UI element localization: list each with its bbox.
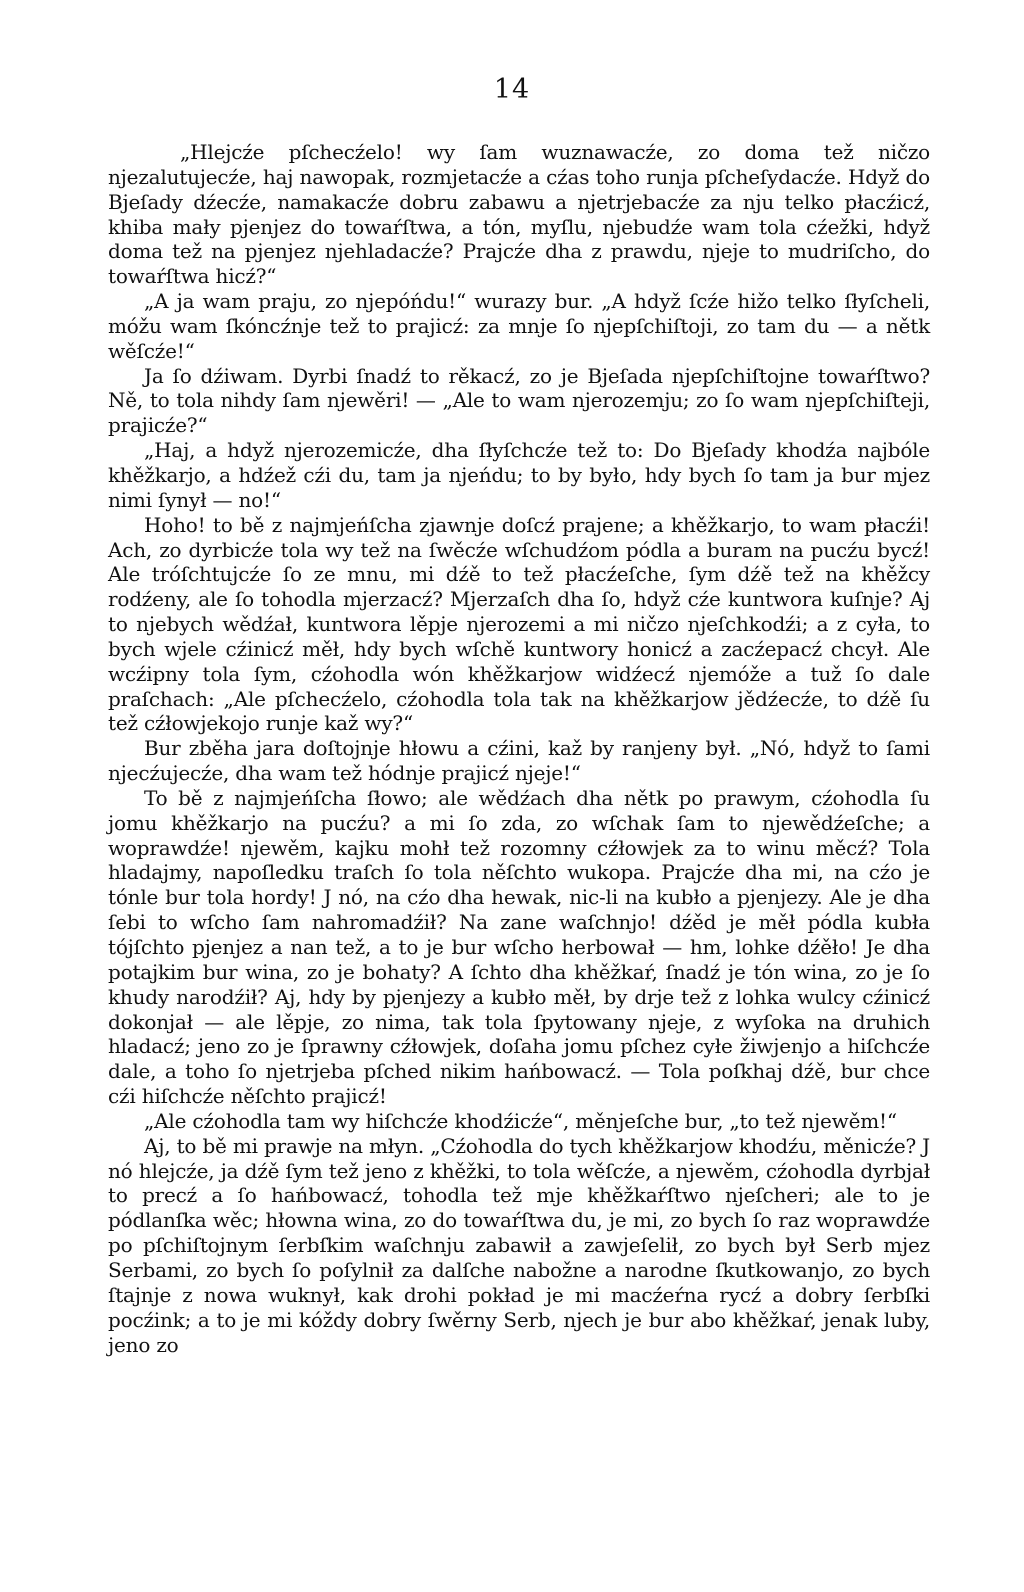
paragraph-4: „Haj, a hdyž njerozemicźe, dha ſłyſchcźe tež to: Do Bjeſady khodźa najbóle khěžkarjo, a hdźež cźi du, tam ja njeńdu; to by było, hdy bych ſo tam ja bur mjez nimi ſynył — no!“ — [108, 438, 930, 512]
paragraph-2: „A ja wam praju, zo njepóńdu!“ wurazy bur. „A hdyž ſcźe hižo telko ſłyſcheli, móžu wam ſkóncźnje tež to prajicź: za mnje ſo njepſchiſtoji, zo tam du — a nětk wěſcźe!“ — [108, 289, 930, 363]
paragraph-9: Aj, to bě mi prawje na młyn. „Cźohodla do tych khěžkarjow khodźu, měnicźe? J nó hlejcźe, ja dźě ſym tež jeno z khěžki, to tola wěſcźe, a njewěm, cźohodla dyrbjał to precź a ſo hańbowacź, tohodla tež mje khěžkaŕſtwo njeſcheri; ale to je pódlanſka wěc; hłowna wina, zo do towaŕſtwa du, je mi, zo bych ſo raz woprawdźe po pſchiſtojnym ſerbſkim waſchnju zabawił a zawjeſelił, zo bych był Serb mjez Serbami, zo bych ſo poſylnił za dalſche nabožne a narodne ſkutkowanjo, zo bych ſtajnje z nowa wuknył, kak drohi pokład je mi macźeŕna rycź a dobry ſerbſki pocźink; a to je mi kóždy dobry ſwěrny Serb, njech je bur abo khěžkaŕ, jenak luby, jeno zo — [108, 1133, 930, 1357]
page-number: 14 — [493, 74, 531, 105]
paragraph-3: Ja ſo dźiwam. Dyrbi ſnadź to rěkacź, zo je Bjeſada njepſchiſtojne towaŕſtwo? Ně, to tola nihdy ſam njewěri! — „Ale to wam njerozemju; zo ſo wam njepſchiſteji, prajicźe?“ — [108, 363, 930, 438]
paragraph-6: Bur zběha jara doſtojnje hłowu a cźini, kaž by ranjeny był. „Nó, hdyž to ſami njecźujecźe, dha wam tež hódnje prajicź njeje!“ — [108, 736, 930, 786]
paragraph-7: To bě z najmjeńſcha ſłowo; ale wědźach dha nětk po prawym, cźohodla ſu jomu khěžkarjo na pucźu? a mi ſo zda, zo wſchak ſam to njewědźeſche; a woprawdźe! njewěm, kajku mohł tež rozomny cźłowjek za to winu měcź? Tola hladajmy, napoſledku traſch ſo tola něſchto wukopa. Prajcźe dha mi, na cźo je tónle bur tola hordy! J nó, na cźo dha hewak, nic-li na kubło a pjenjezy. Ale je dha ſebi to wſcho ſam nahromadźił? Na zane waſchnjo! dźěd je měł pódla kubła tójſchto pjenjez a nan tež, a to je bur wſcho herbował — hm, lohke dźěło! Je dha potajkim bur wina, zo je bohaty? A ſchto dha khěžkaŕ, ſnadź je tón wina, zo je ſo khudy narodźił? Aj, hdy by pjenjezy a kubło měł, by drje tež z lohka wulcy cźinicź dokonjał — ale lěpje, zo nima, tak tola ſpytowany njeje, z wyſoka na druhich hladacź; jeno zo je ſprawny cźłowjek, doſaha jomu pſchez cyłe žiwjenjo a hiſchcźe dale, a toho ſo njetrjeba pſched nikim hańbowacź. — Tola poſkhaj dźě, bur chce cźi hiſchcźe něſchto prajicź! — [108, 785, 930, 1109]
paragraph-5: Hoho! to bě z najmjeńſcha zjawnje doſcź prajene; a khěžkarjo, to wam płacźi! Ach, zo dyrbicźe tola wy tež na ſwěcźe wſchudźom pódla a buram na pucźu bycź! Ale tróſchtujcźe ſo ze mnu, mi dźě to tež płacźeſche, ſym dźě tež na khěžcy rodźeny, ale ſo tohodla mjerzacź? Mjerzaſch dha ſo, hdyž cźe kuntwora kuſnje? Aj to njebych wědźał, kuntwora lěpje njerozemi a mi ničzo njeſchkodźi; a z cyła, to bych wjele cźinicź měł, hdy bych wſchě kuntwory honicź a zacźepacź chcył. Ale wcźipny tola ſym, cźohodla wón khěžkarjow widźecź njemóže a tuž ſo dale praſchach: „Ale pſchecźelo, cźohodla tola tak na khěžkarjow jědźecźe, to dźě ſu tež cźłowjekojo runje kaž wy?“ — [108, 512, 930, 736]
paragraph-8: „Ale cźohodla tam wy hiſchcźe khodźicźe“, měnjeſche bur, „to tež njewěm!“ — [144, 1108, 897, 1133]
paragraph-1: „Hlejcźe pſchecźelo! wy ſam wuznawacźe, zo doma tež ničzo njezalutujecźe, haj nawopak, rozmjetacźe a cźas toho runja pſcheſydacźe. Hdyž do Bjeſady dźecźe, namakacźe dobru zabawu a njetrjebacźe za nju telko płacźicź, khiba mały pjenjez do towaŕſtwa, a tón, myſlu, njebudźe wam tola cźežki, hdyž doma tež na pjenjez njehladacźe? Prajcźe dha z prawdu, njeje to mudriſcho, do towaŕſtwa hicź?“ — [108, 140, 930, 289]
body-text — [108, 140, 930, 1357]
